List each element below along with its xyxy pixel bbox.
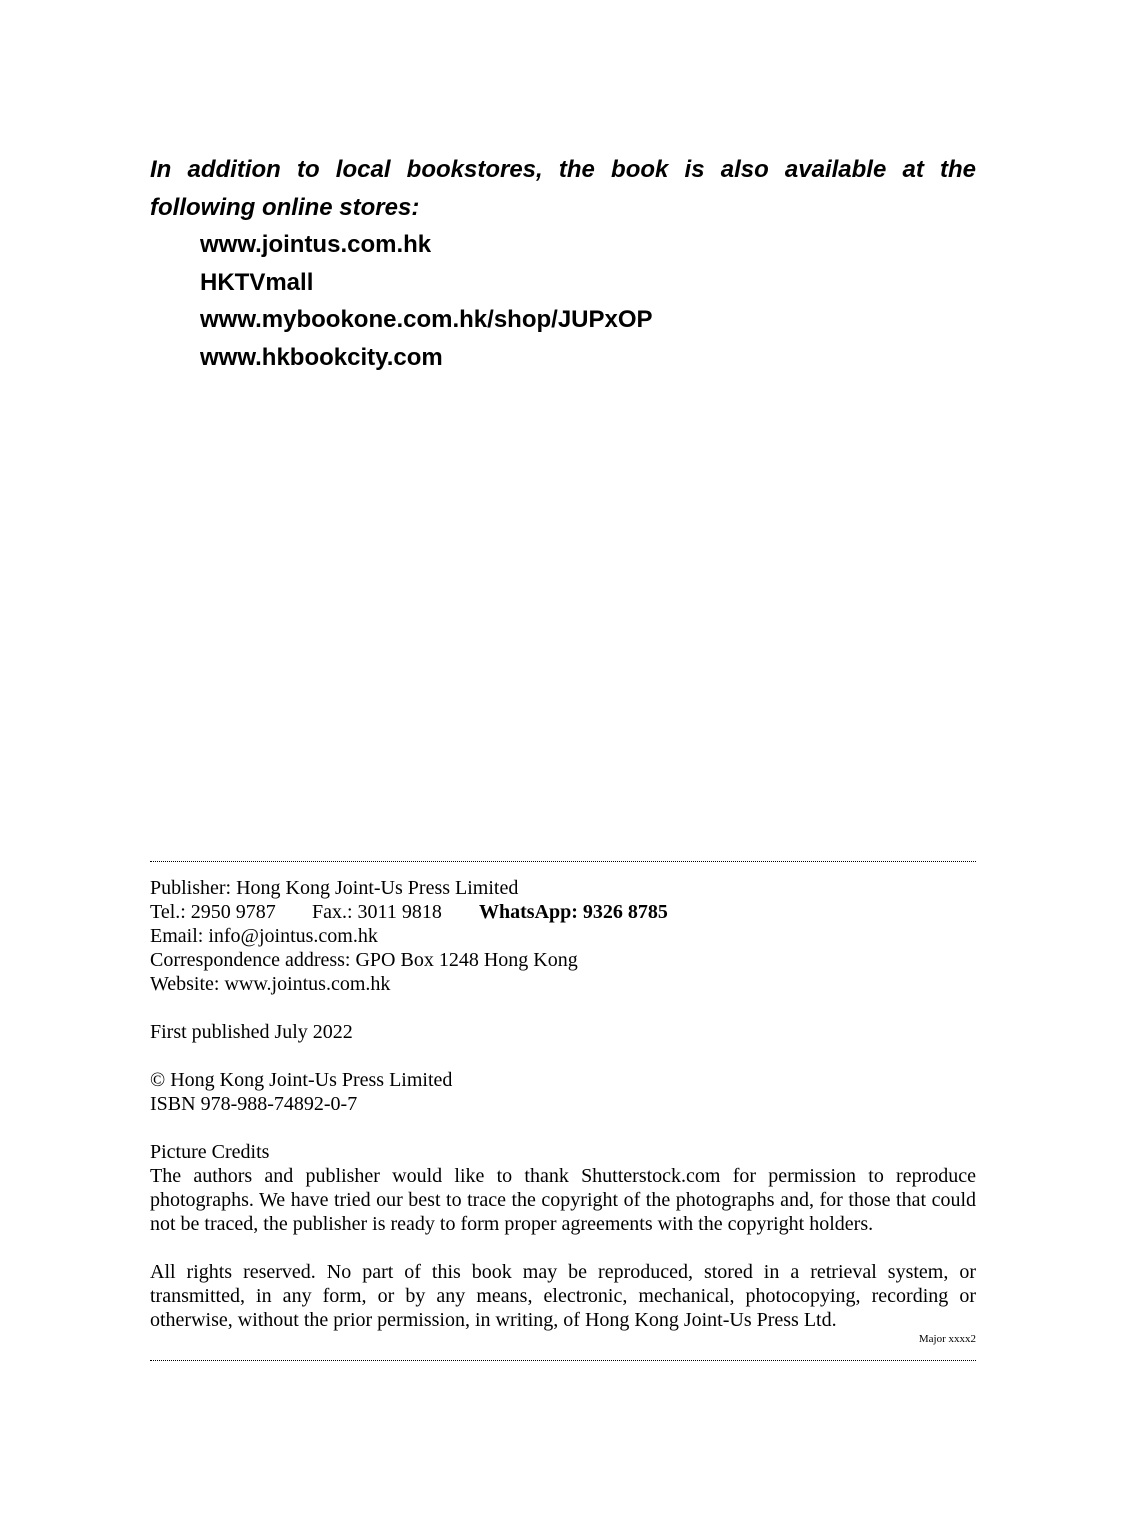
dotted-divider-top [150, 861, 976, 862]
store-link[interactable]: www.mybookone.com.hk/shop/JUPxOP [200, 306, 653, 334]
online-stores-list [200, 226, 653, 377]
store-link[interactable]: www.hkbookcity.com [200, 344, 443, 372]
picture-credits-text: The authors and publisher would like to thank Shutterstock.com for permission to reproduce photographs. We have tried our best to trace the copyright of the photographs and, for those that could not be traced, the publisher is ready to form proper agreements with the copyright holders. [150, 1165, 976, 1235]
tel: Tel.: 2950 9787 [150, 901, 276, 923]
store-link[interactable]: www.jointus.com.hk [200, 231, 432, 258]
first-published: First published July 2022 [150, 1021, 353, 1043]
online-stores-intro: In addition to local bookstores, the book is also available at the following online stores: [150, 156, 976, 221]
address: Correspondence address: GPO Box 1248 Hong Kong [150, 949, 578, 971]
copyright: © Hong Kong Joint-Us Press Limited [150, 1069, 453, 1091]
whatsapp: WhatsApp: 9326 8785 [479, 901, 668, 923]
print-code: Major xxxx2 [918, 1333, 976, 1345]
isbn: ISBN 978-988-74892-0-7 [150, 1093, 358, 1115]
email: Email: info@jointus.com.hk [150, 925, 378, 947]
website: Website: www.jointus.com.hk [150, 973, 391, 995]
dotted-divider-bottom [150, 1360, 976, 1361]
imprint-block [150, 876, 976, 1356]
publisher: Publisher: Hong Kong Joint-Us Press Limited [150, 877, 519, 899]
store-link[interactable]: HKTVmall [200, 268, 314, 296]
contact-numbers [150, 900, 976, 924]
rights-statement: All rights reserved. No part of this book may be reproduced, stored in a retrieval system, or transmitted, in any form, or by any means, electronic, mechanical, photocopying, recording or otherwise, without the prior permission, in writing, of Hong Kong Joint-Us Press Ltd. [150, 1261, 976, 1331]
fax: Fax.: 3011 9818 [312, 901, 442, 923]
picture-credits-title: Picture Credits [150, 1141, 270, 1163]
